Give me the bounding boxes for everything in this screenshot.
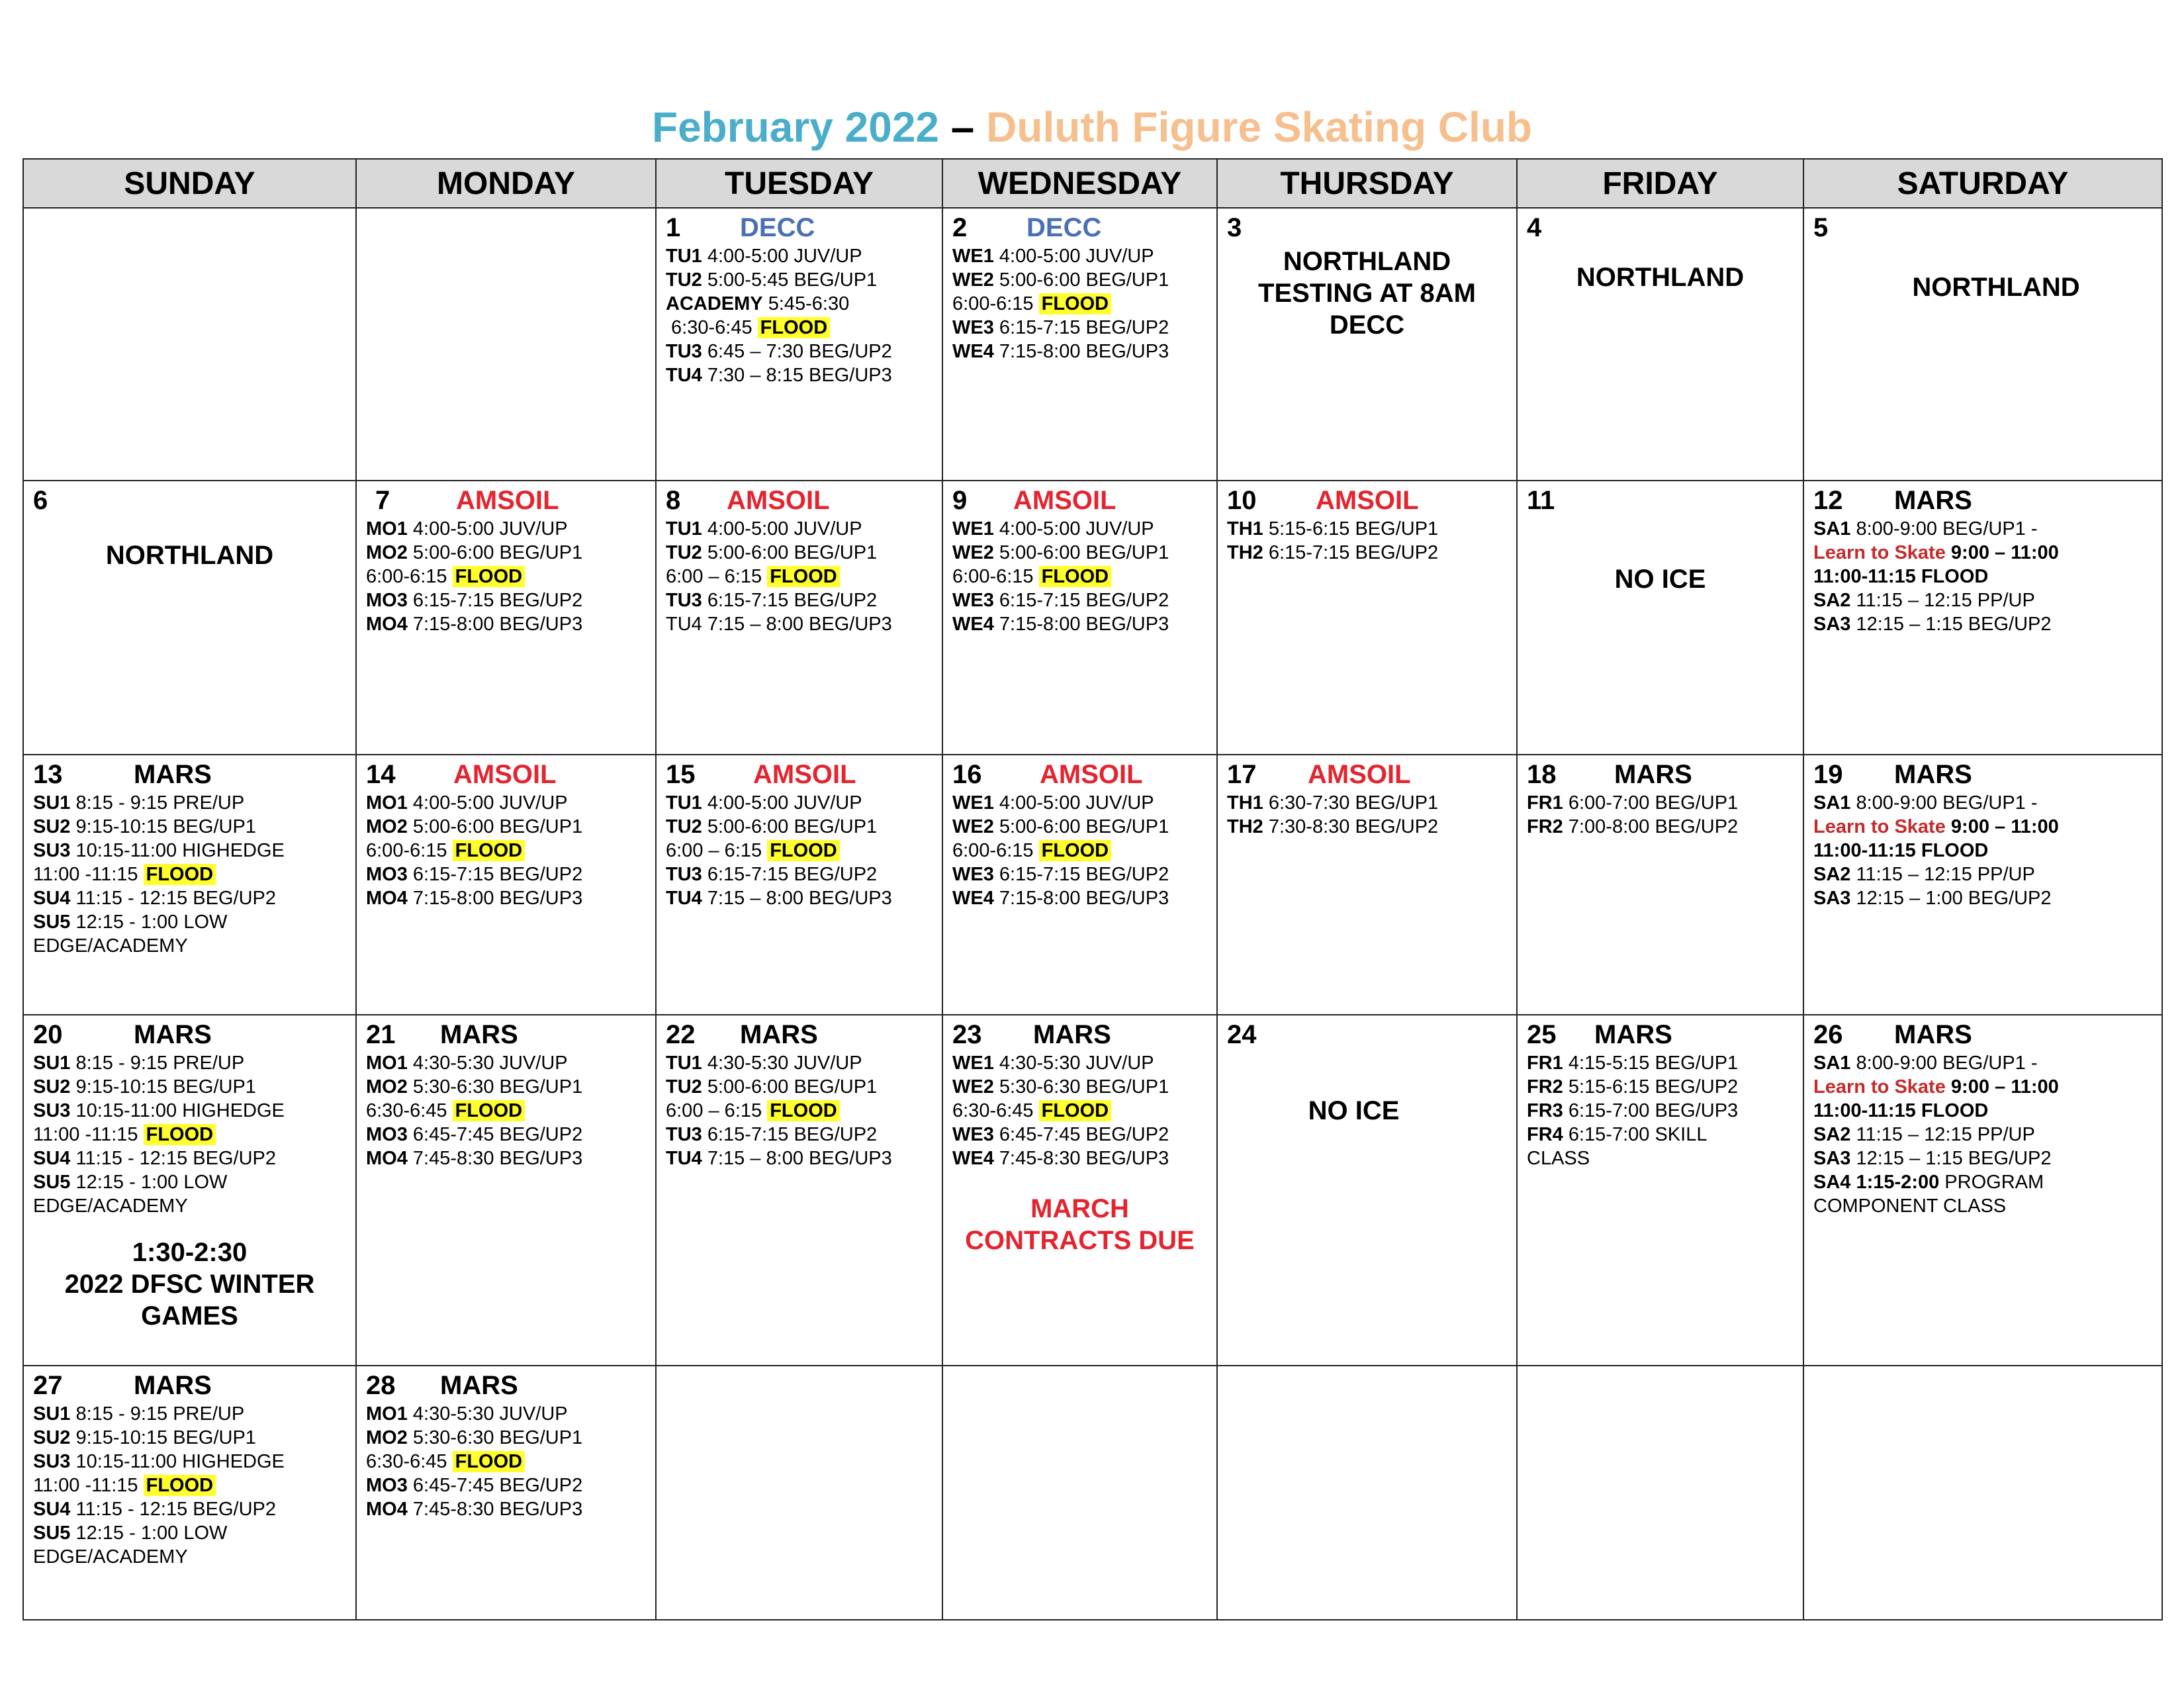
flood-highlight: FLOOD bbox=[144, 1475, 216, 1496]
session-line: SA2 11:15 – 12:15 PP/UP bbox=[1813, 590, 2035, 611]
rink-location: MARS bbox=[134, 760, 212, 789]
rink-location: MARS bbox=[1033, 1020, 1111, 1049]
session-line: SU5 12:15 - 1:00 LOW bbox=[33, 912, 228, 933]
day-cell-13 bbox=[23, 755, 356, 1015]
day-number: 13 bbox=[33, 760, 63, 789]
day-number: 12 bbox=[1813, 486, 1843, 515]
session-line: TU4 7:15 – 8:00 BEG/UP3 bbox=[666, 1148, 892, 1169]
day-number: 14 bbox=[366, 760, 396, 789]
rink-location: AMSOIL bbox=[1308, 760, 1411, 789]
day-number: 11 bbox=[1527, 486, 1555, 515]
session-list bbox=[1813, 517, 2152, 636]
session-list bbox=[1227, 517, 1507, 565]
session-line: EDGE/ACADEMY bbox=[33, 1546, 188, 1568]
session-line: TU1 4:00-5:00 JUV/UP bbox=[666, 246, 862, 267]
day-number: 8 bbox=[666, 486, 681, 515]
flood-line: 6:00-6:15 FLOOD bbox=[366, 839, 646, 863]
day-number: 26 bbox=[1813, 1020, 1843, 1049]
day-cell-6 bbox=[23, 481, 356, 755]
day-number: 7 bbox=[375, 486, 390, 515]
day-cell-16 bbox=[942, 755, 1217, 1015]
flood-line: 11:00 -11:15 FLOOD bbox=[33, 1123, 346, 1147]
session-line: TU2 5:00-6:00 BEG/UP1 bbox=[666, 816, 878, 837]
session-line: FR4 6:15-7:00 SKILL bbox=[1527, 1124, 1707, 1145]
day-cell-9 bbox=[942, 481, 1217, 755]
session-list bbox=[33, 1402, 346, 1569]
session-line: MO2 5:00-6:00 BEG/UP1 bbox=[366, 542, 583, 563]
session-line: SA3 12:15 – 1:00 BEG/UP2 bbox=[1813, 888, 2052, 909]
session-list bbox=[1813, 791, 2152, 910]
day-number: 28 bbox=[366, 1371, 396, 1400]
empty-day-cell bbox=[1517, 1366, 1803, 1620]
calendar-grid bbox=[23, 158, 2163, 1620]
session-line: WE4 7:15-8:00 BEG/UP3 bbox=[952, 341, 1169, 362]
session-line: WE1 4:30-5:30 JUV/UP bbox=[952, 1053, 1154, 1074]
day-cell-19 bbox=[1803, 755, 2162, 1015]
session-line: WE1 4:00-5:00 JUV/UP bbox=[952, 792, 1154, 814]
day-number: 5 bbox=[1813, 213, 1829, 242]
flood-line: 11:00 -11:15 FLOOD bbox=[33, 1474, 346, 1497]
flood-line: 6:00-6:15 FLOOD bbox=[952, 839, 1207, 863]
flood-highlight: FLOOD bbox=[144, 864, 216, 885]
session-line: MO2 5:30-6:30 BEG/UP1 bbox=[366, 1427, 583, 1448]
rink-location: MARS bbox=[440, 1371, 518, 1400]
title-month: February 2022 bbox=[651, 103, 940, 151]
event-note: 1:30-2:30 2022 DFSC WINTER GAMES bbox=[64, 1238, 315, 1331]
rink-location: MARS bbox=[440, 1020, 518, 1049]
day-cell-21 bbox=[356, 1015, 656, 1366]
session-list bbox=[366, 1051, 646, 1170]
learn-to-skate-line: Learn to Skate 9:00 – 11:00 bbox=[1813, 1076, 2059, 1098]
empty-day-cell bbox=[656, 1366, 942, 1620]
session-list bbox=[952, 791, 1207, 910]
flood-line: 6:00-6:15 FLOOD bbox=[952, 292, 1207, 316]
flood-line: 6:30-6:45 FLOOD bbox=[666, 316, 933, 340]
session-line: MO3 6:15-7:15 BEG/UP2 bbox=[366, 590, 583, 611]
title-club: Duluth Figure Skating Club bbox=[986, 103, 1533, 151]
flood-highlight: FLOOD bbox=[758, 317, 831, 338]
session-line: MO4 7:45-8:30 BEG/UP3 bbox=[366, 1148, 583, 1169]
rink-location: MARS bbox=[1894, 760, 1972, 789]
session-line: MO1 4:30-5:30 JUV/UP bbox=[366, 1403, 568, 1425]
day-cell-14 bbox=[356, 755, 656, 1015]
session-line: WE2 5:00-6:00 BEG/UP1 bbox=[952, 269, 1169, 291]
session-line: WE4 7:45-8:30 BEG/UP3 bbox=[952, 1148, 1169, 1169]
rink-location: AMSOIL bbox=[456, 486, 559, 515]
flood-highlight: FLOOD bbox=[1039, 840, 1112, 861]
day-note: NO ICE bbox=[1308, 1096, 1400, 1125]
session-line: SA3 12:15 – 1:15 BEG/UP2 bbox=[1813, 614, 2052, 635]
session-line: TH2 7:30-8:30 BEG/UP2 bbox=[1227, 816, 1439, 837]
session-list bbox=[1527, 791, 1794, 839]
flood-highlight: FLOOD bbox=[767, 1100, 840, 1121]
session-line: TH1 6:30-7:30 BEG/UP1 bbox=[1227, 792, 1439, 814]
flood-line: 6:30-6:45 FLOOD bbox=[366, 1450, 646, 1474]
session-line: TU2 5:00-6:00 BEG/UP1 bbox=[666, 1076, 878, 1098]
day-cell-25 bbox=[1517, 1015, 1803, 1366]
session-line: FR3 6:15-7:00 BEG/UP3 bbox=[1527, 1100, 1739, 1121]
session-list bbox=[1527, 1051, 1794, 1170]
session-line: TU1 4:00-5:00 JUV/UP bbox=[666, 792, 862, 814]
session-line: MO2 5:30-6:30 BEG/UP1 bbox=[366, 1076, 583, 1098]
session-line: TH1 5:15-6:15 BEG/UP1 bbox=[1227, 518, 1439, 539]
day-cell-5 bbox=[1803, 208, 2162, 481]
day-number: 21 bbox=[366, 1020, 396, 1049]
flood-line: 6:00 – 6:15 FLOOD bbox=[666, 565, 933, 588]
session-line: TU4 7:15 – 8:00 BEG/UP3 bbox=[666, 888, 892, 909]
day-number: 23 bbox=[952, 1020, 982, 1049]
day-number: 6 bbox=[33, 486, 48, 515]
empty-day-cell bbox=[942, 1366, 1217, 1620]
day-number: 3 bbox=[1227, 213, 1242, 242]
session-list bbox=[366, 517, 646, 636]
session-line: TU4 7:15 – 8:00 BEG/UP3 bbox=[666, 614, 892, 635]
learn-to-skate-line: Learn to Skate 9:00 – 11:00 bbox=[1813, 542, 2059, 563]
day-note: NORTHLAND bbox=[1576, 263, 1745, 292]
weekday-tuesday: TUESDAY bbox=[656, 159, 942, 208]
session-line: SU4 11:15 - 12:15 BEG/UP2 bbox=[33, 1499, 277, 1520]
day-cell-24 bbox=[1217, 1015, 1517, 1366]
session-line: TU4 7:30 – 8:15 BEG/UP3 bbox=[666, 365, 892, 386]
day-cell-11 bbox=[1517, 481, 1803, 755]
session-line: FR1 6:00-7:00 BEG/UP1 bbox=[1527, 792, 1739, 814]
day-number: 17 bbox=[1227, 760, 1257, 789]
learn-to-skate-line: Learn to Skate 9:00 – 11:00 bbox=[1813, 816, 2059, 837]
day-cell-4 bbox=[1517, 208, 1803, 481]
flood-line: 6:30-6:45 FLOOD bbox=[366, 1099, 646, 1123]
week-row-3 bbox=[23, 755, 2162, 1015]
session-line: ACADEMY 5:45-6:30 bbox=[666, 293, 850, 314]
session-line: MO1 4:00-5:00 JUV/UP bbox=[366, 792, 568, 814]
weekday-wednesday: WEDNESDAY bbox=[942, 159, 1217, 208]
day-cell-20 bbox=[23, 1015, 356, 1366]
session-line: WE1 4:00-5:00 JUV/UP bbox=[952, 518, 1154, 539]
flood-line: 11:00-11:15 FLOOD bbox=[1813, 1100, 1989, 1121]
session-line: TU1 4:30-5:30 JUV/UP bbox=[666, 1053, 862, 1074]
day-cell-2 bbox=[942, 208, 1217, 481]
session-line: MO4 7:45-8:30 BEG/UP3 bbox=[366, 1499, 583, 1520]
day-number: 9 bbox=[952, 486, 968, 515]
week-row-1 bbox=[23, 208, 2162, 481]
day-cell-17 bbox=[1217, 755, 1517, 1015]
session-line: WE4 7:15-8:00 BEG/UP3 bbox=[952, 888, 1169, 909]
rink-location: MARS bbox=[134, 1371, 212, 1400]
flood-highlight: FLOOD bbox=[453, 840, 525, 861]
session-line: WE3 6:15-7:15 BEG/UP2 bbox=[952, 864, 1169, 885]
session-line: WE3 6:15-7:15 BEG/UP2 bbox=[952, 590, 1169, 611]
flood-highlight: FLOOD bbox=[767, 566, 840, 587]
session-line: SU3 10:15-11:00 HIGHEDGE bbox=[33, 1451, 285, 1472]
flood-line: 6:00 – 6:15 FLOOD bbox=[666, 839, 933, 863]
rink-location: DECC bbox=[1026, 213, 1102, 242]
rink-location: MARS bbox=[1594, 1020, 1672, 1049]
day-cell-1 bbox=[656, 208, 942, 481]
flood-highlight: FLOOD bbox=[1039, 1100, 1112, 1121]
session-line: COMPONENT CLASS bbox=[1813, 1196, 2007, 1217]
session-line: SU1 8:15 - 9:15 PRE/UP bbox=[33, 792, 245, 814]
session-list bbox=[666, 517, 933, 636]
flood-highlight: FLOOD bbox=[1039, 293, 1112, 314]
session-line: SA1 8:00-9:00 BEG/UP1 - bbox=[1813, 792, 2038, 814]
day-cell-15 bbox=[656, 755, 942, 1015]
session-line: TU3 6:15-7:15 BEG/UP2 bbox=[666, 590, 878, 611]
weekday-sunday: SUNDAY bbox=[23, 159, 356, 208]
session-line: SU2 9:15-10:15 BEG/UP1 bbox=[33, 816, 256, 837]
session-line: WE2 5:00-6:00 BEG/UP1 bbox=[952, 816, 1169, 837]
flood-highlight: FLOOD bbox=[767, 840, 840, 861]
rink-location: AMSOIL bbox=[1040, 760, 1143, 789]
session-line: TU3 6:15-7:15 BEG/UP2 bbox=[666, 1124, 878, 1145]
flood-line: 6:00-6:15 FLOOD bbox=[366, 565, 646, 588]
session-line: SU1 8:15 - 9:15 PRE/UP bbox=[33, 1053, 245, 1074]
session-line: WE3 6:45-7:45 BEG/UP2 bbox=[952, 1124, 1169, 1145]
session-line: TU3 6:15-7:15 BEG/UP2 bbox=[666, 864, 878, 885]
flood-highlight: FLOOD bbox=[453, 1100, 525, 1121]
session-line: TU1 4:00-5:00 JUV/UP bbox=[666, 518, 862, 539]
day-number: 27 bbox=[33, 1371, 63, 1400]
session-line: SU2 9:15-10:15 BEG/UP1 bbox=[33, 1076, 256, 1098]
flood-highlight: FLOOD bbox=[453, 566, 525, 587]
day-cell-18 bbox=[1517, 755, 1803, 1015]
weekday-saturday: SATURDAY bbox=[1803, 159, 2162, 208]
session-line: WE1 4:00-5:00 JUV/UP bbox=[952, 246, 1154, 267]
session-line: WE3 6:15-7:15 BEG/UP2 bbox=[952, 317, 1169, 338]
session-line: MO1 4:30-5:30 JUV/UP bbox=[366, 1053, 568, 1074]
week-row-4 bbox=[23, 1015, 2162, 1366]
session-line: SU1 8:15 - 9:15 PRE/UP bbox=[33, 1403, 245, 1425]
day-cell-23 bbox=[942, 1015, 1217, 1366]
day-number: 1 bbox=[666, 213, 681, 242]
day-cell-7 bbox=[356, 481, 656, 755]
session-line: SA1 8:00-9:00 BEG/UP1 - bbox=[1813, 518, 2038, 539]
session-list bbox=[952, 244, 1207, 363]
day-number: 10 bbox=[1227, 486, 1257, 515]
session-line: FR1 4:15-5:15 BEG/UP1 bbox=[1527, 1053, 1739, 1074]
session-line: SU4 11:15 - 12:15 BEG/UP2 bbox=[33, 1148, 277, 1169]
flood-highlight: FLOOD bbox=[453, 1451, 525, 1472]
day-note: NORTHLAND bbox=[105, 541, 274, 570]
session-line: MO3 6:45-7:45 BEG/UP2 bbox=[366, 1124, 583, 1145]
day-number: 2 bbox=[952, 213, 968, 242]
day-number: 18 bbox=[1527, 760, 1557, 789]
session-line: MO3 6:15-7:15 BEG/UP2 bbox=[366, 864, 583, 885]
rink-location: AMSOIL bbox=[1013, 486, 1116, 515]
session-list bbox=[666, 791, 933, 910]
session-line: TU2 5:00-5:45 BEG/UP1 bbox=[666, 269, 878, 291]
day-note: NORTHLAND TESTING AT 8AM DECC bbox=[1258, 247, 1476, 340]
session-line: TU3 6:45 – 7:30 BEG/UP2 bbox=[666, 341, 892, 362]
weekday-friday: FRIDAY bbox=[1517, 159, 1803, 208]
session-line: SA2 11:15 – 12:15 PP/UP bbox=[1813, 864, 2035, 885]
session-list bbox=[1813, 1051, 2152, 1218]
rink-location: MARS bbox=[1894, 1020, 1972, 1049]
session-list bbox=[1227, 791, 1507, 839]
session-line: SU2 9:15-10:15 BEG/UP1 bbox=[33, 1427, 256, 1448]
session-line: CLASS bbox=[1527, 1148, 1590, 1169]
flood-line: 6:30-6:45 FLOOD bbox=[952, 1099, 1207, 1123]
session-line: SA2 11:15 – 12:15 PP/UP bbox=[1813, 1124, 2035, 1145]
session-list bbox=[952, 517, 1207, 636]
session-list bbox=[33, 791, 346, 958]
title-dash: – bbox=[950, 103, 975, 151]
session-line: TH2 6:15-7:15 BEG/UP2 bbox=[1227, 542, 1439, 563]
session-line: EDGE/ACADEMY bbox=[33, 1196, 188, 1217]
day-cell-12 bbox=[1803, 481, 2162, 755]
rink-location: AMSOIL bbox=[753, 760, 856, 789]
session-list bbox=[366, 791, 646, 910]
session-line: SA4 1:15-2:00 PROGRAM bbox=[1813, 1172, 2044, 1193]
day-number: 25 bbox=[1527, 1020, 1557, 1049]
session-list bbox=[366, 1402, 646, 1521]
day-cell-26 bbox=[1803, 1015, 2162, 1366]
session-line: SA1 8:00-9:00 BEG/UP1 - bbox=[1813, 1053, 2038, 1074]
rink-location: MARS bbox=[134, 1020, 212, 1049]
empty-day-cell bbox=[1217, 1366, 1517, 1620]
session-line: TU2 5:00-6:00 BEG/UP1 bbox=[666, 542, 878, 563]
flood-highlight: FLOOD bbox=[1039, 566, 1112, 587]
day-note: NORTHLAND bbox=[1912, 273, 2080, 302]
session-line: MO3 6:45-7:45 BEG/UP2 bbox=[366, 1475, 583, 1496]
day-note: NO ICE bbox=[1614, 565, 1706, 594]
session-line: FR2 7:00-8:00 BEG/UP2 bbox=[1527, 816, 1739, 837]
day-number: 16 bbox=[952, 760, 982, 789]
session-list bbox=[33, 1051, 346, 1218]
session-line: EDGE/ACADEMY bbox=[33, 935, 188, 957]
day-cell-28 bbox=[356, 1366, 656, 1620]
rink-location: AMSOIL bbox=[727, 486, 830, 515]
session-line: MO4 7:15-8:00 BEG/UP3 bbox=[366, 614, 583, 635]
week-row-5 bbox=[23, 1366, 2162, 1620]
session-list bbox=[666, 1051, 933, 1170]
session-line: WE4 7:15-8:00 BEG/UP3 bbox=[952, 614, 1169, 635]
session-line: WE2 5:00-6:00 BEG/UP1 bbox=[952, 542, 1169, 563]
empty-day-cell bbox=[23, 208, 356, 481]
flood-line: 6:00-6:15 FLOOD bbox=[952, 565, 1207, 588]
empty-day-cell bbox=[356, 208, 656, 481]
day-cell-27 bbox=[23, 1366, 356, 1620]
session-line: SU5 12:15 - 1:00 LOW bbox=[33, 1172, 228, 1193]
day-cell-10 bbox=[1217, 481, 1517, 755]
rink-location: MARS bbox=[1614, 760, 1692, 789]
session-line: SU3 10:15-11:00 HIGHEDGE bbox=[33, 840, 285, 861]
day-cell-8 bbox=[656, 481, 942, 755]
weekday-monday: MONDAY bbox=[356, 159, 656, 208]
flood-line: 11:00-11:15 FLOOD bbox=[1813, 840, 1989, 861]
session-line: WE2 5:30-6:30 BEG/UP1 bbox=[952, 1076, 1169, 1098]
day-number: 20 bbox=[33, 1020, 63, 1049]
day-number: 22 bbox=[666, 1020, 696, 1049]
day-number: 4 bbox=[1527, 213, 1542, 242]
flood-line: 11:00-11:15 FLOOD bbox=[1813, 566, 1989, 587]
rink-location: MARS bbox=[1894, 486, 1972, 515]
session-line: MO4 7:15-8:00 BEG/UP3 bbox=[366, 888, 583, 909]
rink-location: AMSOIL bbox=[453, 760, 557, 789]
weekday-header-row bbox=[23, 159, 2162, 208]
day-cell-22 bbox=[656, 1015, 942, 1366]
empty-day-cell bbox=[1803, 1366, 2162, 1620]
calendar-title bbox=[0, 101, 2184, 154]
session-line: SU3 10:15-11:00 HIGHEDGE bbox=[33, 1100, 285, 1121]
flood-line: 11:00 -11:15 FLOOD bbox=[33, 863, 346, 886]
weekday-thursday: THURSDAY bbox=[1217, 159, 1517, 208]
contracts-due-note: MARCH CONTRACTS DUE bbox=[965, 1194, 1195, 1255]
session-line: MO1 4:00-5:00 JUV/UP bbox=[366, 518, 568, 539]
day-cell-3 bbox=[1217, 208, 1517, 481]
flood-highlight: FLOOD bbox=[144, 1124, 216, 1145]
flood-line: 6:00 – 6:15 FLOOD bbox=[666, 1099, 933, 1123]
rink-location: MARS bbox=[740, 1020, 818, 1049]
day-number: 19 bbox=[1813, 760, 1843, 789]
week-row-2 bbox=[23, 481, 2162, 755]
session-line: MO2 5:00-6:00 BEG/UP1 bbox=[366, 816, 583, 837]
session-line: SU4 11:15 - 12:15 BEG/UP2 bbox=[33, 888, 277, 909]
session-line: FR2 5:15-6:15 BEG/UP2 bbox=[1527, 1076, 1739, 1098]
session-list bbox=[666, 244, 933, 387]
rink-location: DECC bbox=[740, 213, 815, 242]
day-number: 15 bbox=[666, 760, 696, 789]
rink-location: AMSOIL bbox=[1316, 486, 1419, 515]
session-list bbox=[952, 1051, 1207, 1170]
day-number: 24 bbox=[1227, 1020, 1257, 1049]
session-line: SA3 12:15 – 1:15 BEG/UP2 bbox=[1813, 1148, 2052, 1169]
session-line: SU5 12:15 - 1:00 LOW bbox=[33, 1523, 228, 1544]
